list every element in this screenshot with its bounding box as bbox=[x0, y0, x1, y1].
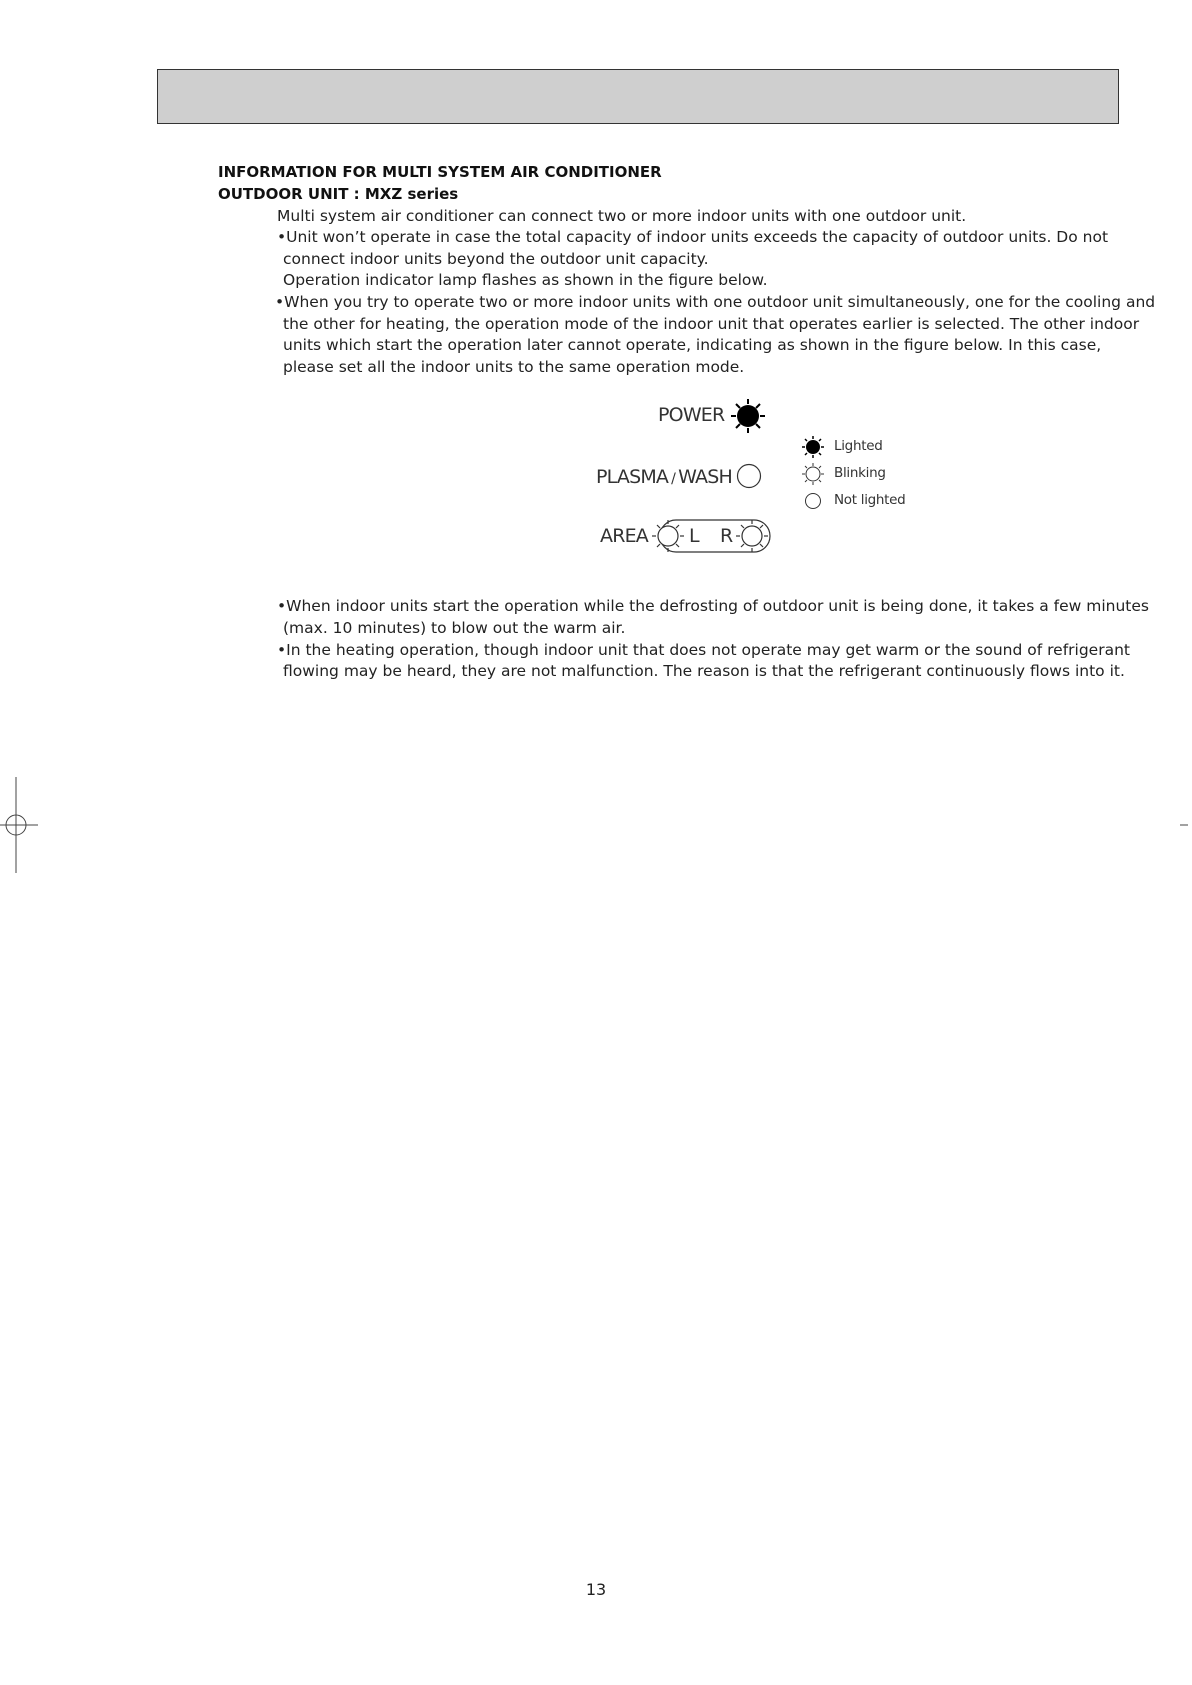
bullet-1-line-2: connect indoor units beyond the outdoor unit capacity. bbox=[283, 250, 709, 268]
wash-label: WASH bbox=[678, 466, 732, 488]
bullet-1-line-3: Operation indicator lamp flashes as shown in the figure below. bbox=[283, 271, 768, 289]
bullet-3-line-2: (max. 10 minutes) to blow out the warm air. bbox=[283, 619, 626, 637]
bullet-2-line-1: •When you try to operate two or more indoor units with one outdoor unit simultaneously, one for the cooling and bbox=[275, 293, 1156, 311]
section-title: INFORMATION FOR MULTI SYSTEM AIR CONDITIONER bbox=[218, 163, 662, 181]
bullet-2-line-4: please set all the indoor units to the same operation mode. bbox=[283, 358, 745, 376]
legend-lighted-label: Lighted bbox=[834, 438, 883, 454]
bullet-4-line-2: flowing may be heard, they are not malfunction. The reason is that the refrigerant continuously flows into it. bbox=[283, 662, 1125, 680]
area-left-blinking-icon bbox=[650, 518, 686, 554]
bullet-3-line-1: •When indoor units start the operation while the defrosting of outdoor unit is being done, it takes a few minutes bbox=[277, 597, 1149, 615]
area-label: AREA bbox=[600, 525, 649, 547]
section-subtitle: OUTDOOR UNIT : MXZ series bbox=[218, 185, 459, 203]
section-header-bar bbox=[157, 69, 1119, 124]
page-number: 13 bbox=[585, 1580, 607, 1599]
indicator-panel-figure bbox=[590, 398, 906, 563]
plasma-wash-lamp-off-icon bbox=[735, 462, 763, 490]
bullet-4-line-1: •In the heating operation, though indoor unit that does not operate may get warm or the sound of refrigerant bbox=[277, 641, 1130, 659]
registration-mark-icon bbox=[0, 777, 40, 877]
area-right-label: R bbox=[720, 525, 733, 547]
plasma-wash-separator: / bbox=[671, 471, 676, 487]
legend-blinking-icon bbox=[801, 462, 825, 486]
registration-tick-icon bbox=[1180, 822, 1190, 828]
power-lamp-lighted-icon bbox=[730, 398, 766, 434]
legend-not-lighted-icon bbox=[801, 489, 825, 513]
plasma-label: PLASMA bbox=[596, 466, 669, 488]
legend-lighted-icon bbox=[801, 435, 825, 459]
legend-blinking-label: Blinking bbox=[834, 465, 886, 481]
plasma-wash-label bbox=[596, 466, 732, 488]
intro-text: Multi system air conditioner can connect two or more indoor units with one outdoor unit. bbox=[277, 207, 967, 225]
bullet-1-line-1: •Unit won’t operate in case the total capacity of indoor units exceeds the capacity of outdoor units. Do not bbox=[277, 228, 1109, 246]
power-label: POWER bbox=[658, 404, 725, 426]
area-left-label: L bbox=[689, 525, 699, 547]
bullet-2-line-2: the other for heating, the operation mode of the indoor unit that operates earlier is selected. The other indoor bbox=[283, 315, 1140, 333]
legend-not-lighted-label: Not lighted bbox=[834, 492, 906, 508]
area-right-blinking-icon bbox=[734, 518, 770, 554]
bullet-2-line-3: units which start the operation later cannot operate, indicating as shown in the figure below. In this case, bbox=[283, 336, 1102, 354]
